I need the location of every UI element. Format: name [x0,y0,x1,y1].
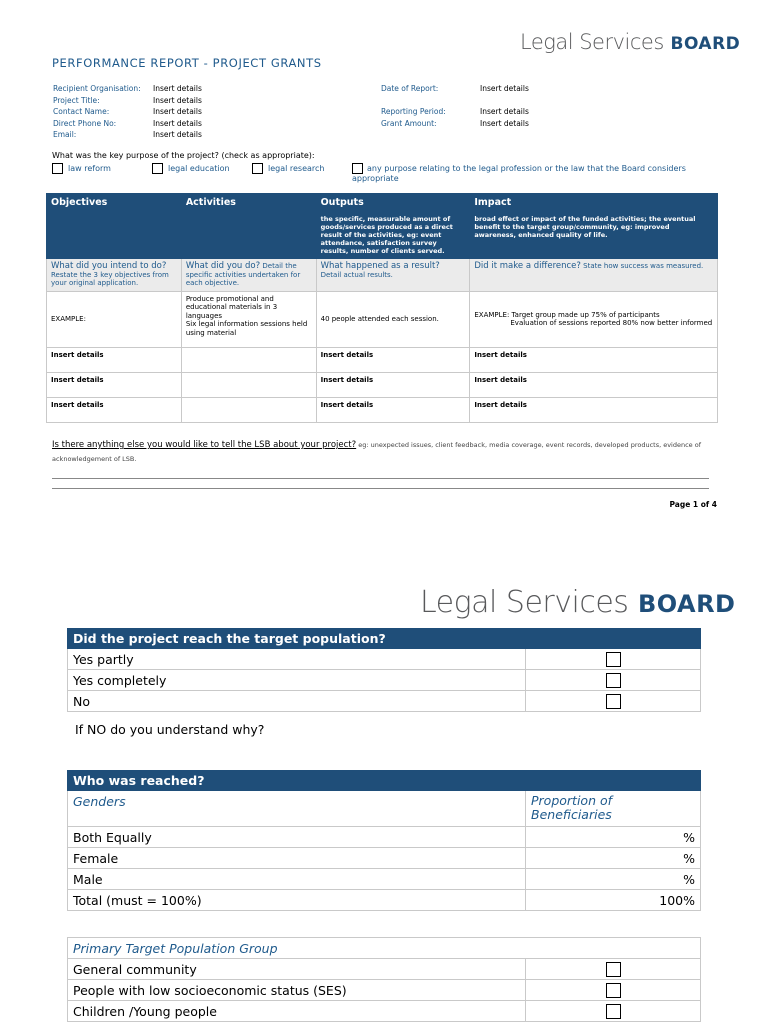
proportion-value[interactable]: % [526,869,701,890]
col-activities: Activities [181,194,316,259]
who-table [67,770,701,911]
logo-text: Legal Services [520,30,664,54]
purpose-option[interactable] [252,163,325,174]
field-value[interactable]: Insert details [153,95,202,105]
checkbox[interactable] [526,1001,701,1022]
checkbox[interactable] [252,163,263,174]
anything-else-hint: eg: unexpected issues, client feedback, media coverage, event records, developed products, evidence of acknowledgement of LSB. [52,441,702,463]
example-activities: Produce promotional and educational materials in 3 languages Six legal information sessions held using material [181,291,316,347]
checkbox[interactable] [526,959,701,980]
fields-left [52,83,352,141]
results-table [46,193,718,423]
table-cell[interactable] [181,397,316,422]
proportion-value[interactable]: 100% [526,890,701,911]
reach-option: No [68,691,526,712]
purpose-option[interactable] [152,163,230,174]
checkbox[interactable] [52,163,63,174]
reach-header: Did the project reach the target population? [68,629,701,649]
col-impact: Impact broad effect or impact of the funded activities; the eventual benefit to the target group/community, eg: improved awareness, enhanced quality of life. [470,194,718,259]
if-no-question: If NO do you understand why? [75,722,265,737]
field-value[interactable]: Insert details [153,84,202,93]
purpose-question: What was the key purpose of the project? (check as appropriate): [52,151,315,160]
who-header: Who was reached? [68,771,701,791]
sub-objectives: What did you intend to do? Restate the 3 key objectives from your original application. [47,259,182,292]
table-cell[interactable]: Insert details [316,347,470,372]
field-value[interactable]: Insert details [153,118,202,128]
table-cell[interactable]: Insert details [470,397,718,422]
table-cell[interactable] [181,347,316,372]
example-objectives: EXAMPLE: [47,291,182,347]
sub-outputs: What happened as a result? Detail actual results. [316,259,470,292]
col-outputs: Outputs the specific, measurable amount of goods/services produced as a direct result of the activities, eg: event attendance, satisfaction survey results, number of clients served. [316,194,470,259]
gender-row: Both Equally [68,827,526,848]
purpose-option[interactable] [52,163,111,174]
option-label: any purpose relating to the legal profession or the law that the Board considers appropriate [352,164,686,183]
field-label: Direct Phone No: [53,118,117,128]
proportion-value[interactable]: % [526,827,701,848]
answer-line[interactable] [52,478,709,479]
field-label: Contact Name: [53,107,110,116]
checkbox[interactable] [526,649,701,670]
table-cell[interactable]: Insert details [47,372,182,397]
purpose-option[interactable] [352,163,717,183]
logo-text: Legal Services [420,585,629,620]
answer-line[interactable] [52,488,709,489]
group-row: People with low socioeconomic status (SES) [68,980,526,1001]
gender-row: Female [68,848,526,869]
page-number: Page 1 of 4 [669,500,717,509]
field-label: Recipient Organisation: [53,84,141,93]
table-cell[interactable]: Insert details [316,372,470,397]
gender-row: Total (must = 100%) [68,890,526,911]
checkbox[interactable] [526,670,701,691]
sub-impact: Did it make a difference? State how success was measured. [470,259,718,292]
field-value[interactable]: Insert details [153,130,202,139]
reach-table [67,628,701,712]
field-label: Project Title: [53,95,100,105]
page-title: PERFORMANCE REPORT - PROJECT GRANTS [52,56,322,70]
table-cell[interactable]: Insert details [316,397,470,422]
field-value[interactable]: Insert details [153,107,202,116]
fields-right [380,83,530,129]
field-label: Reporting Period: [381,107,446,116]
group-row: General community [68,959,526,980]
field-label: Date of Report: [381,84,439,93]
page2-logo [420,585,735,620]
example-outputs: 40 people attended each session. [316,291,470,347]
proportion-value[interactable]: % [526,848,701,869]
field-label: Email: [53,130,77,139]
option-label: legal research [268,164,325,173]
table-cell[interactable]: Insert details [470,347,718,372]
field-value[interactable]: Insert details [480,107,529,116]
group-heading: Primary Target Population Group [68,938,701,959]
table-cell[interactable] [181,372,316,397]
gender-row: Male [68,869,526,890]
anything-else [52,438,717,466]
sub-activities: What did you do? Detail the specific activities undertaken for each objective. [181,259,316,292]
table-cell[interactable]: Insert details [47,347,182,372]
field-label: Grant Amount: [381,118,437,128]
table-cell[interactable]: Insert details [47,397,182,422]
genders-heading: Genders [68,791,526,827]
checkbox[interactable] [352,163,363,174]
field-value[interactable]: Insert details [480,118,529,128]
checkbox[interactable] [526,691,701,712]
checkbox[interactable] [526,980,701,1001]
logo-board: BOARD [637,590,736,618]
checkbox[interactable] [152,163,163,174]
anything-else-question: Is there anything else you would like to tell the LSB about your project? [52,440,357,450]
page1-logo [520,30,740,54]
table-cell[interactable]: Insert details [470,372,718,397]
logo-board: BOARD [670,34,741,54]
proportion-heading: Proportion of Beneficiaries [526,791,701,827]
col-objectives: Objectives [47,194,182,259]
example-impact: EXAMPLE: Target group made up 75% of participants Evaluation of sessions reported 80% now better informed [470,291,718,347]
group-row: Children /Young people [68,1001,526,1022]
field-value[interactable]: Insert details [480,84,529,93]
option-label: law reform [68,164,111,173]
group-table [67,937,701,1022]
reach-option: Yes completely [68,670,526,691]
option-label: legal education [168,164,230,173]
reach-option: Yes partly [68,649,526,670]
